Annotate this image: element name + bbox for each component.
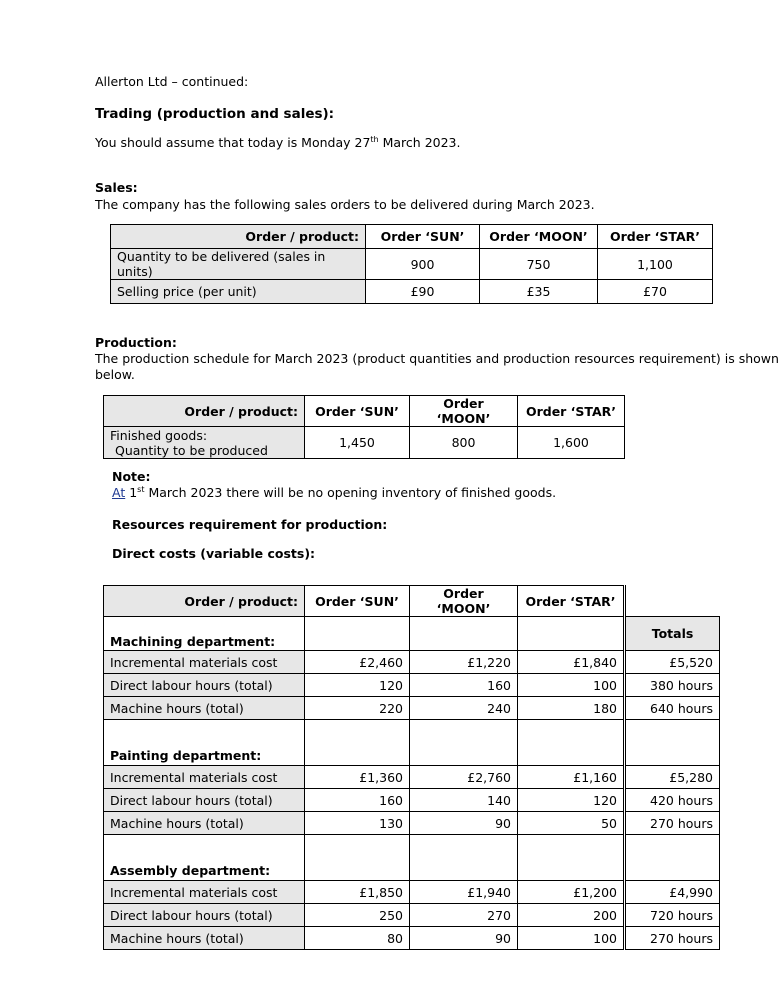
trading-heading: Trading (production and sales): — [95, 106, 335, 122]
cell-value: £2,760 — [410, 766, 518, 789]
dept-painting: Painting department: — [104, 720, 305, 766]
sales-header-cell: Order / product: — [111, 225, 366, 249]
cell-value: 270 — [410, 904, 518, 927]
cell-total: £5,280 — [625, 766, 720, 789]
cell-total: 420 hours — [625, 789, 720, 812]
row-label: Direct labour hours (total) — [104, 904, 305, 927]
sales-cell: 1,100 — [598, 249, 713, 280]
cell-total: 640 hours — [625, 697, 720, 720]
cell-total: 380 hours — [625, 674, 720, 697]
cell-total: 270 hours — [625, 927, 720, 950]
cell-value: 90 — [410, 927, 518, 950]
cell-value: 250 — [305, 904, 410, 927]
cell-value: 140 — [410, 789, 518, 812]
sales-cell: £70 — [598, 280, 713, 304]
totals-label: Totals — [625, 617, 720, 651]
cell-value: 180 — [518, 697, 625, 720]
row-label: Direct labour hours (total) — [104, 789, 305, 812]
cell-value: 80 — [305, 927, 410, 950]
production-heading: Production: — [95, 335, 177, 350]
cell-value: £1,850 — [305, 881, 410, 904]
resources-col-star: Order ‘STAR’ — [518, 586, 625, 617]
row-label: Incremental materials cost — [104, 881, 305, 904]
cell-value: 120 — [518, 789, 625, 812]
cell-total: £5,520 — [625, 651, 720, 674]
resources-table — [103, 585, 720, 950]
sales-intro: The company has the following sales orders to be delivered during March 2023. — [95, 197, 595, 212]
production-header-cell: Order / product: — [104, 396, 305, 427]
cell-total: £4,990 — [625, 881, 720, 904]
cell-value: 100 — [518, 927, 625, 950]
cell-value: £1,220 — [410, 651, 518, 674]
continued-line: Allerton Ltd – continued: — [95, 74, 249, 89]
cell-value: £1,360 — [305, 766, 410, 789]
resources-header-cell: Order / product: — [104, 586, 305, 617]
resources-col-moon: Order ‘MOON’ — [410, 586, 518, 617]
production-col-sun: Order ‘SUN’ — [305, 396, 410, 427]
production-col-moon: Order ‘MOON’ — [410, 396, 518, 427]
cell-value: £1,940 — [410, 881, 518, 904]
row-label: Machine hours (total) — [104, 927, 305, 950]
row-label: Machine hours (total) — [104, 697, 305, 720]
cell-value: 160 — [410, 674, 518, 697]
production-col-star: Order ‘STAR’ — [518, 396, 625, 427]
sales-heading: Sales: — [95, 180, 138, 195]
cell-value: 50 — [518, 812, 625, 835]
sales-cell: £35 — [480, 280, 598, 304]
note-text: At 1st March 2023 there will be no opening inventory of finished goods. — [112, 484, 557, 500]
sales-col-star: Order ‘STAR’ — [598, 225, 713, 249]
sales-row-label: Selling price (per unit) — [111, 280, 366, 304]
cell-value: 130 — [305, 812, 410, 835]
cell-value: 120 — [305, 674, 410, 697]
assume-line: You should assume that today is Monday 27th March 2023. — [95, 134, 461, 150]
cell-value: £1,200 — [518, 881, 625, 904]
row-label: Machine hours (total) — [104, 812, 305, 835]
production-cell: 800 — [410, 427, 518, 459]
cell-total: 720 hours — [625, 904, 720, 927]
production-cell: 1,600 — [518, 427, 625, 459]
production-table — [103, 395, 625, 459]
cell-value: 90 — [410, 812, 518, 835]
cell-value: £1,840 — [518, 651, 625, 674]
resources-heading: Resources requirement for production: — [112, 517, 388, 532]
production-cell: 1,450 — [305, 427, 410, 459]
cell-total: 270 hours — [625, 812, 720, 835]
dept-assembly: Assembly department: — [104, 835, 305, 881]
row-label: Direct labour hours (total) — [104, 674, 305, 697]
sales-col-moon: Order ‘MOON’ — [480, 225, 598, 249]
cell-value: 200 — [518, 904, 625, 927]
sales-table — [110, 224, 713, 304]
cell-value: 100 — [518, 674, 625, 697]
note-heading: Note: — [112, 469, 151, 484]
cell-value: £1,160 — [518, 766, 625, 789]
production-intro-2: below. — [95, 367, 135, 382]
row-label: Incremental materials cost — [104, 766, 305, 789]
sales-row-label: Quantity to be delivered (sales in units) — [111, 249, 366, 280]
cell-value: 240 — [410, 697, 518, 720]
row-label: Incremental materials cost — [104, 651, 305, 674]
cell-value: £2,460 — [305, 651, 410, 674]
cell-value: 160 — [305, 789, 410, 812]
sales-cell: 750 — [480, 249, 598, 280]
resources-col-sun: Order ‘SUN’ — [305, 586, 410, 617]
sales-cell: £90 — [366, 280, 480, 304]
production-row-label: Finished goods: Quantity to be produced — [104, 427, 305, 459]
production-intro-1: The production schedule for March 2023 (product quantities and production resources requirement) is shown — [95, 351, 779, 366]
sales-col-sun: Order ‘SUN’ — [366, 225, 480, 249]
direct-costs-heading: Direct costs (variable costs): — [112, 546, 316, 561]
sales-cell: 900 — [366, 249, 480, 280]
cell-value: 220 — [305, 697, 410, 720]
dept-machining: Machining department: — [104, 617, 305, 651]
